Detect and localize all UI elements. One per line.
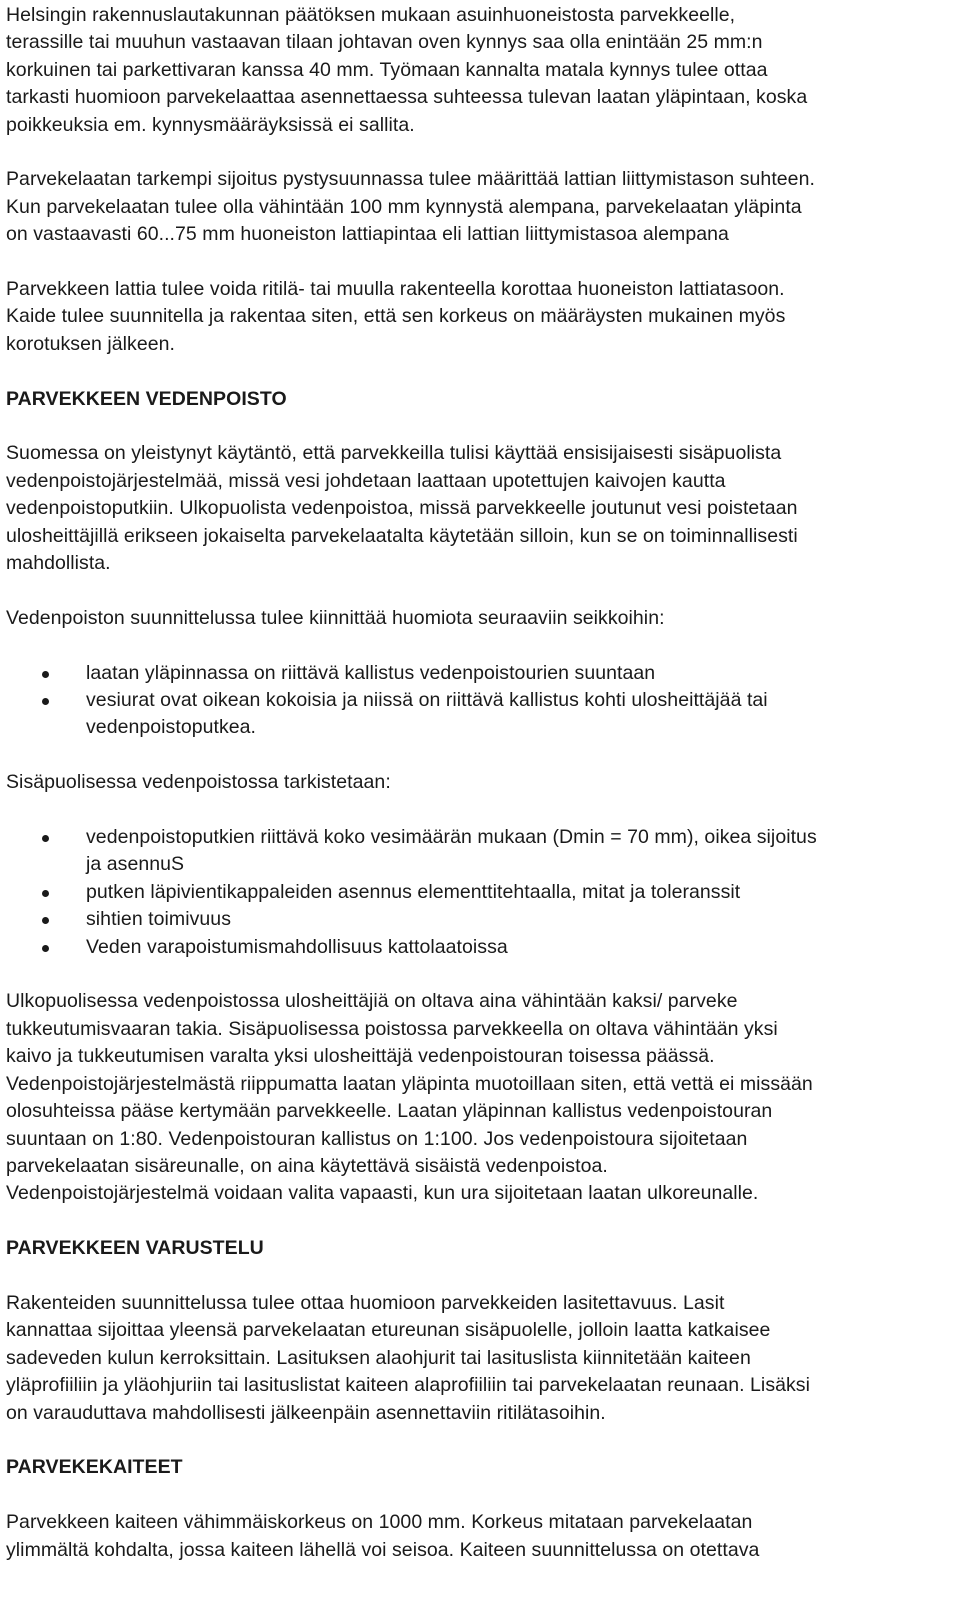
paragraph-drainage-practice: Suomessa on yleistynyt käytäntö, että parvekkeilla tulisi käyttää ensisijaisesti sisäpuolista vedenpoistojärjestelmää, missä vesi johdetaan laattaan upotettujen kaivojen kautta vedenpoistoputkiin. Ulkopuolista vedenpoistoa, missä parvekkeelle joutunut vesi poistetaan ulosheittäjillä erikseen jokaiselta parvekelaatalta käytetään silloin, kun se on toiminnallisesti mahdollista. [6, 442, 798, 575]
heading-drainage: PARVEKKEEN VEDENPOISTO [6, 387, 287, 410]
bullet-icon [42, 835, 49, 842]
paragraph-railing-height: Parvekkeen kaiteen vähimmäiskorkeus on 1000 mm. Korkeus mitataan parvekelaatan ylimmältä kohdalta, jossa kaiteen lähellä voi seisoa. Kaiteen suunnittelussa on otettava [6, 1511, 760, 1561]
list-item: sihtien toimivuus [6, 906, 954, 933]
heading-equipment: PARVEKKEEN VARUSTELU [6, 1237, 264, 1260]
bullet-icon [42, 671, 49, 678]
heading-railings: PARVEKEKAITEET [6, 1456, 183, 1479]
document-page [6, 2, 954, 1564]
bullet-icon [42, 890, 49, 897]
paragraph-floor-raising: Parvekkeen lattia tulee voida ritilä- tai muulla rakenteella korottaa huoneiston lattiatasoon. Kaide tulee suunnitella ja rakentaa siten, että sen korkeus on määräysten mukainen myös korotuksen jälkeen. [6, 278, 786, 355]
internal-drainage-list [6, 824, 954, 961]
drainage-design-list [6, 660, 954, 742]
paragraph-internal-drainage-intro: Sisäpuolisessa vedenpoistossa tarkistetaan: [6, 771, 391, 794]
bullet-icon [42, 698, 49, 705]
bullet-icon [42, 945, 49, 952]
list-item: Veden varapoistumismahdollisuus kattolaatoissa [6, 934, 954, 961]
paragraph-slab-position: Parvekelaatan tarkempi sijoitus pystysuunnassa tulee määrittää lattian liittymistason suhteen. Kun parvekelaatan tulee olla vähintään 100 mm kynnystä alempana, parvekelaatan yläpinta on vastaavasti 60...75 mm huoneiston lattiapintaa eli lattian liittymistasoa alempana [6, 168, 815, 246]
list-item: vesiurat ovat oikean kokoisia ja niissä on riittävä kallistus kohti ulosheittäjää tai vedenpoistoputkea. [6, 687, 954, 742]
bullet-icon [42, 917, 49, 924]
list-item: putken läpivientikappaleiden asennus elementtitehtaalla, mitat ja toleranssit [6, 879, 954, 906]
paragraph-threshold-rules: Helsingin rakennuslautakunnan päätöksen mukaan asuinhuoneistosta parvekkeelle, terassille tai muuhun vastaavan tilaan johtavan oven kynnys saa olla enintään 25 mm:n korkuinen tai parkettivaran kanssa 40 mm. Työmaan kannalta matala kynnys tulee ottaa tarkasti huomioon parvekelaattaa asennettaessa suhteessa tulevan laatan yläpintaan, koska poikkeuksia em. kynnysmääräyksissä ei sallita. [6, 4, 808, 136]
paragraph-external-drainage: Ulkopuolisessa vedenpoistossa ulosheittäjiä on oltava aina vähintään kaksi/ parveke tukkeutumisvaaran takia. Sisäpuolisessa poistossa parvekkeella on oltava vähintään yksi kaivo ja tukkeutumisen varalta yksi ulosheittäjä vedenpoistouran toisessa päässä. Vedenpoistojärjestelmästä riippumatta laatan yläpinta muotoillaan siten, että vettä ei missään olosuhteissa pääse kertymään parvekkeelle. Laatan yläpinnan kallistus vedenpoistouran suuntaan on 1:80. Vedenpoistouran kallistus on 1:100. Jos vedenpoistoura sijoitetaan parvekelaatan sisäreunalle, on aina käytettävä sisäistä vedenpoistoa. Vedenpoistojärjestelmä voidaan valita vapaasti, kun ura sijoitetaan laatan ulkoreunalle. [6, 990, 813, 1205]
list-item: laatan yläpinnassa on riittävä kallistus vedenpoistourien suuntaan [6, 660, 954, 687]
paragraph-glazing: Rakenteiden suunnittelussa tulee ottaa huomioon parvekkeiden lasitettavuus. Lasit kannattaa sijoittaa yleensä parvekelaatan etureunan sisäpuolelle, jolloin laatta katkaisee sadeveden kulun kerroksittain. Lasituksen alaohjurit tai lasituslista kiinnitetään kaiteen yläprofiiliin ja yläohjuriin tai lasituslistat kaiteen alaprofiiliin tai parvekelaatan reunaan. Lisäksi on varauduttava mahdollisesti jälkeenpäin asennettaviin ritilätasoihin. [6, 1291, 810, 1424]
paragraph-drainage-design-intro: Vedenpoiston suunnittelussa tulee kiinnittää huomiota seuraaviin seikkoihin: [6, 606, 665, 629]
list-item: vedenpoistoputkien riittävä koko vesimäärän mukaan (Dmin = 70 mm), oikea sijoitus ja asennuS [6, 824, 954, 879]
